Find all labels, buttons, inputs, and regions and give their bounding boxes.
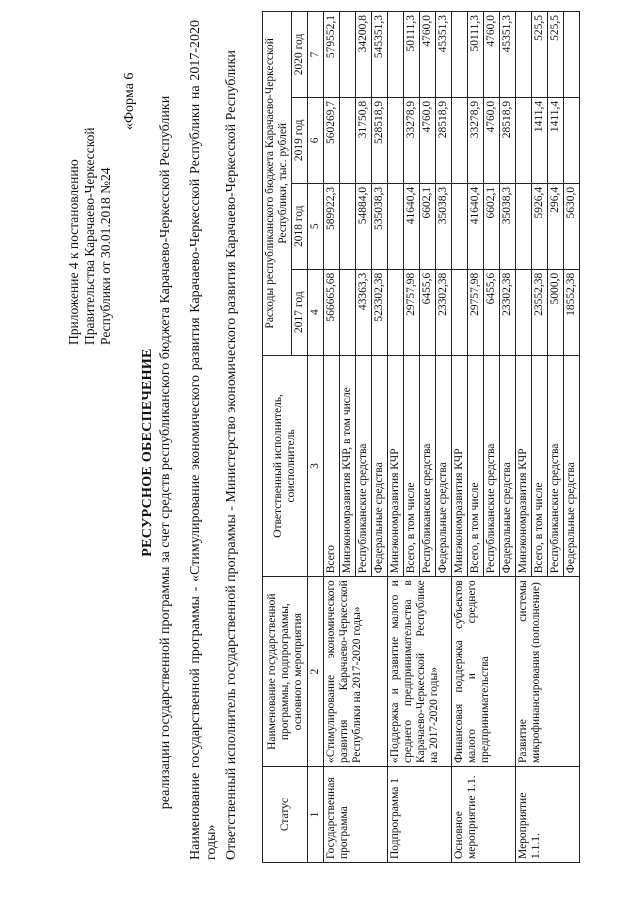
cell-executor: Федеральные средства [500,355,516,577]
cell-status: Подпрограмма 1 [388,767,452,863]
appendix-line: Правительства Карачаево-Черкесской [82,127,97,345]
cell-executor: Минэкономразвития КЧР [452,355,468,577]
cell-amount: 29757,98 [468,269,484,355]
cell-executor: Минэкономразвития КЧР, в том числе [340,355,356,577]
cell-amount [564,97,580,183]
cell-amount [388,269,404,355]
cell-amount: 560269,7 [324,97,340,183]
cell-amount: 35038,3 [436,183,452,269]
cell-amount: 33278,9 [468,97,484,183]
cell-amount [452,183,468,269]
cell-executor: Минэкономразвития КЧР [388,355,404,577]
appendix-line: Республики от 30.01.2018 №24 [98,167,113,345]
cell-executor: Федеральные средства [564,355,580,577]
cell-amount: 41640,4 [404,183,420,269]
cell-amount: 589922,3 [324,183,340,269]
cell-amount [388,12,404,98]
cell-amount [452,269,468,355]
cell-amount [340,183,356,269]
cell-amount [516,97,532,183]
header-year: 2018 год [292,183,308,269]
cell-program-name: Финансовая поддержка субъектов малого и среднего предпринимательства [452,577,516,767]
cell-amount: 31750,8 [356,97,372,183]
header-year: 2019 год [292,97,308,183]
resource-table [262,11,580,863]
cell-amount: 5926,4 [532,183,548,269]
cell-amount: 45351,3 [436,12,452,98]
cell-amount: 28518,9 [436,97,452,183]
cell-executor: Федеральные средства [372,355,388,577]
cell-amount: 525,5 [548,12,564,98]
cell-status: Основное мероприятие 1.1. [452,767,516,863]
cell-amount: 5630,0 [564,183,580,269]
cell-executor: Всего, в том числе [404,355,420,577]
cell-amount: 579552,1 [324,12,340,98]
cell-amount: 50111,3 [404,12,420,98]
cell-amount: 525,5 [532,12,548,98]
cell-executor: Республиканские средства [548,355,564,577]
cell-amount: 41640,4 [468,183,484,269]
appendix-line: Приложение 4 к постановлению [66,159,81,345]
cell-amount [388,97,404,183]
header-year: 2020 год [292,12,308,98]
cell-amount: 18552,38 [564,269,580,355]
cell-amount [516,269,532,355]
table-row [388,12,404,863]
table-row [452,12,468,863]
cell-executor: Всего, в том числе [468,355,484,577]
cell-amount: 4760,0 [484,97,500,183]
cell-amount [340,12,356,98]
document-title: РЕСУРСНОЕ ОБЕСПЕЧЕНИЕ [140,348,155,557]
cell-amount: 28518,9 [500,97,516,183]
cell-amount: 29757,98 [404,269,420,355]
cell-program-name: «Поддержка и развитие малого и среднего предпринимательства в Карачаево-Черкесской Республике на 2017-2020 годы» [388,577,452,767]
cell-amount: 523302,38 [372,269,388,355]
appendix-note [66,15,114,345]
cell-amount: 6455,6 [420,269,436,355]
cell-amount: 535038,3 [372,183,388,269]
cell-amount: 545351,3 [372,12,388,98]
cell-program-name: «Стимулирование экономического развития Карачаево-Черкесской Республики на 2017-2020 годы» [324,577,388,767]
header-name: Наименование государственной программы, подпрограммы, основного мероприятия [263,577,308,767]
cell-amount: 34200,8 [356,12,372,98]
table-body [324,12,580,863]
column-index: 3 [308,355,324,577]
cell-amount: 6602,1 [484,183,500,269]
table-row [324,12,340,863]
cell-amount: 43363,3 [356,269,372,355]
header-status: Статус [263,767,308,863]
cell-amount: 35038,3 [500,183,516,269]
cell-amount [516,12,532,98]
cell-amount: 566665,68 [324,269,340,355]
cell-amount: 23302,38 [500,269,516,355]
column-index: 2 [308,577,324,767]
cell-amount: 6602,1 [420,183,436,269]
program-name: Наименование государственной программы - «Стимулирование экономического развития Карачаево-Черкесской Республики на 2017-2020 годы» [188,20,219,860]
cell-amount: 1411,4 [532,97,548,183]
cell-executor: Республиканские средства [420,355,436,577]
cell-amount: 23302,38 [436,269,452,355]
cell-amount [516,183,532,269]
cell-executor: Республиканские средства [356,355,372,577]
header-executor: Ответственный исполнитель, соисполнитель [263,355,308,577]
cell-amount: 4760,0 [420,97,436,183]
column-index: 1 [308,767,324,863]
column-index: 7 [308,12,324,98]
cell-amount: 23552,38 [532,269,548,355]
cell-amount [388,183,404,269]
cell-executor: Всего [324,355,340,577]
cell-amount [340,97,356,183]
cell-amount: 54884,0 [356,183,372,269]
cell-amount [564,12,580,98]
table-row [516,12,532,863]
responsible-executor: Ответственный исполнитель государственной программы - Министерство экономического развития Карачаево-Черкесской Республики [224,50,239,860]
cell-program-name: Развитие системы микрофинансирования (пополнение) [516,577,580,767]
cell-amount: 5000,0 [548,269,564,355]
cell-amount: 6455,6 [484,269,500,355]
cell-amount: 4760,0 [484,12,500,98]
column-index: 5 [308,183,324,269]
cell-amount: 4760,0 [420,12,436,98]
cell-amount: 528518,9 [372,97,388,183]
header-year: 2017 год [292,269,308,355]
cell-amount: 33278,9 [404,97,420,183]
document-subtitle: реализации государственной программы за счет средств республиканского бюджета Карачаево-Черкесской Республики [158,95,173,810]
cell-executor: Минэкономразвития КЧР [516,355,532,577]
cell-amount: 1411,4 [548,97,564,183]
column-index: 4 [308,269,324,355]
header-expenses: Расходы республиканского бюджета Карачаево-Черкесской Республики, тыс. рублей [263,12,292,356]
cell-amount [452,12,468,98]
cell-status: Государственная программа [324,767,388,863]
cell-executor: Федеральные средства [436,355,452,577]
cell-executor: Всего, в том числе [532,355,548,577]
column-index: 6 [308,97,324,183]
cell-executor: Республиканские средства [484,355,500,577]
form-label: «Форма 6 [122,72,137,130]
cell-amount: 296,4 [548,183,564,269]
cell-status: Мероприятие 1.1.1. [516,767,580,863]
cell-amount: 45351,3 [500,12,516,98]
cell-amount: 50111,3 [468,12,484,98]
cell-amount [452,97,468,183]
cell-amount [340,269,356,355]
